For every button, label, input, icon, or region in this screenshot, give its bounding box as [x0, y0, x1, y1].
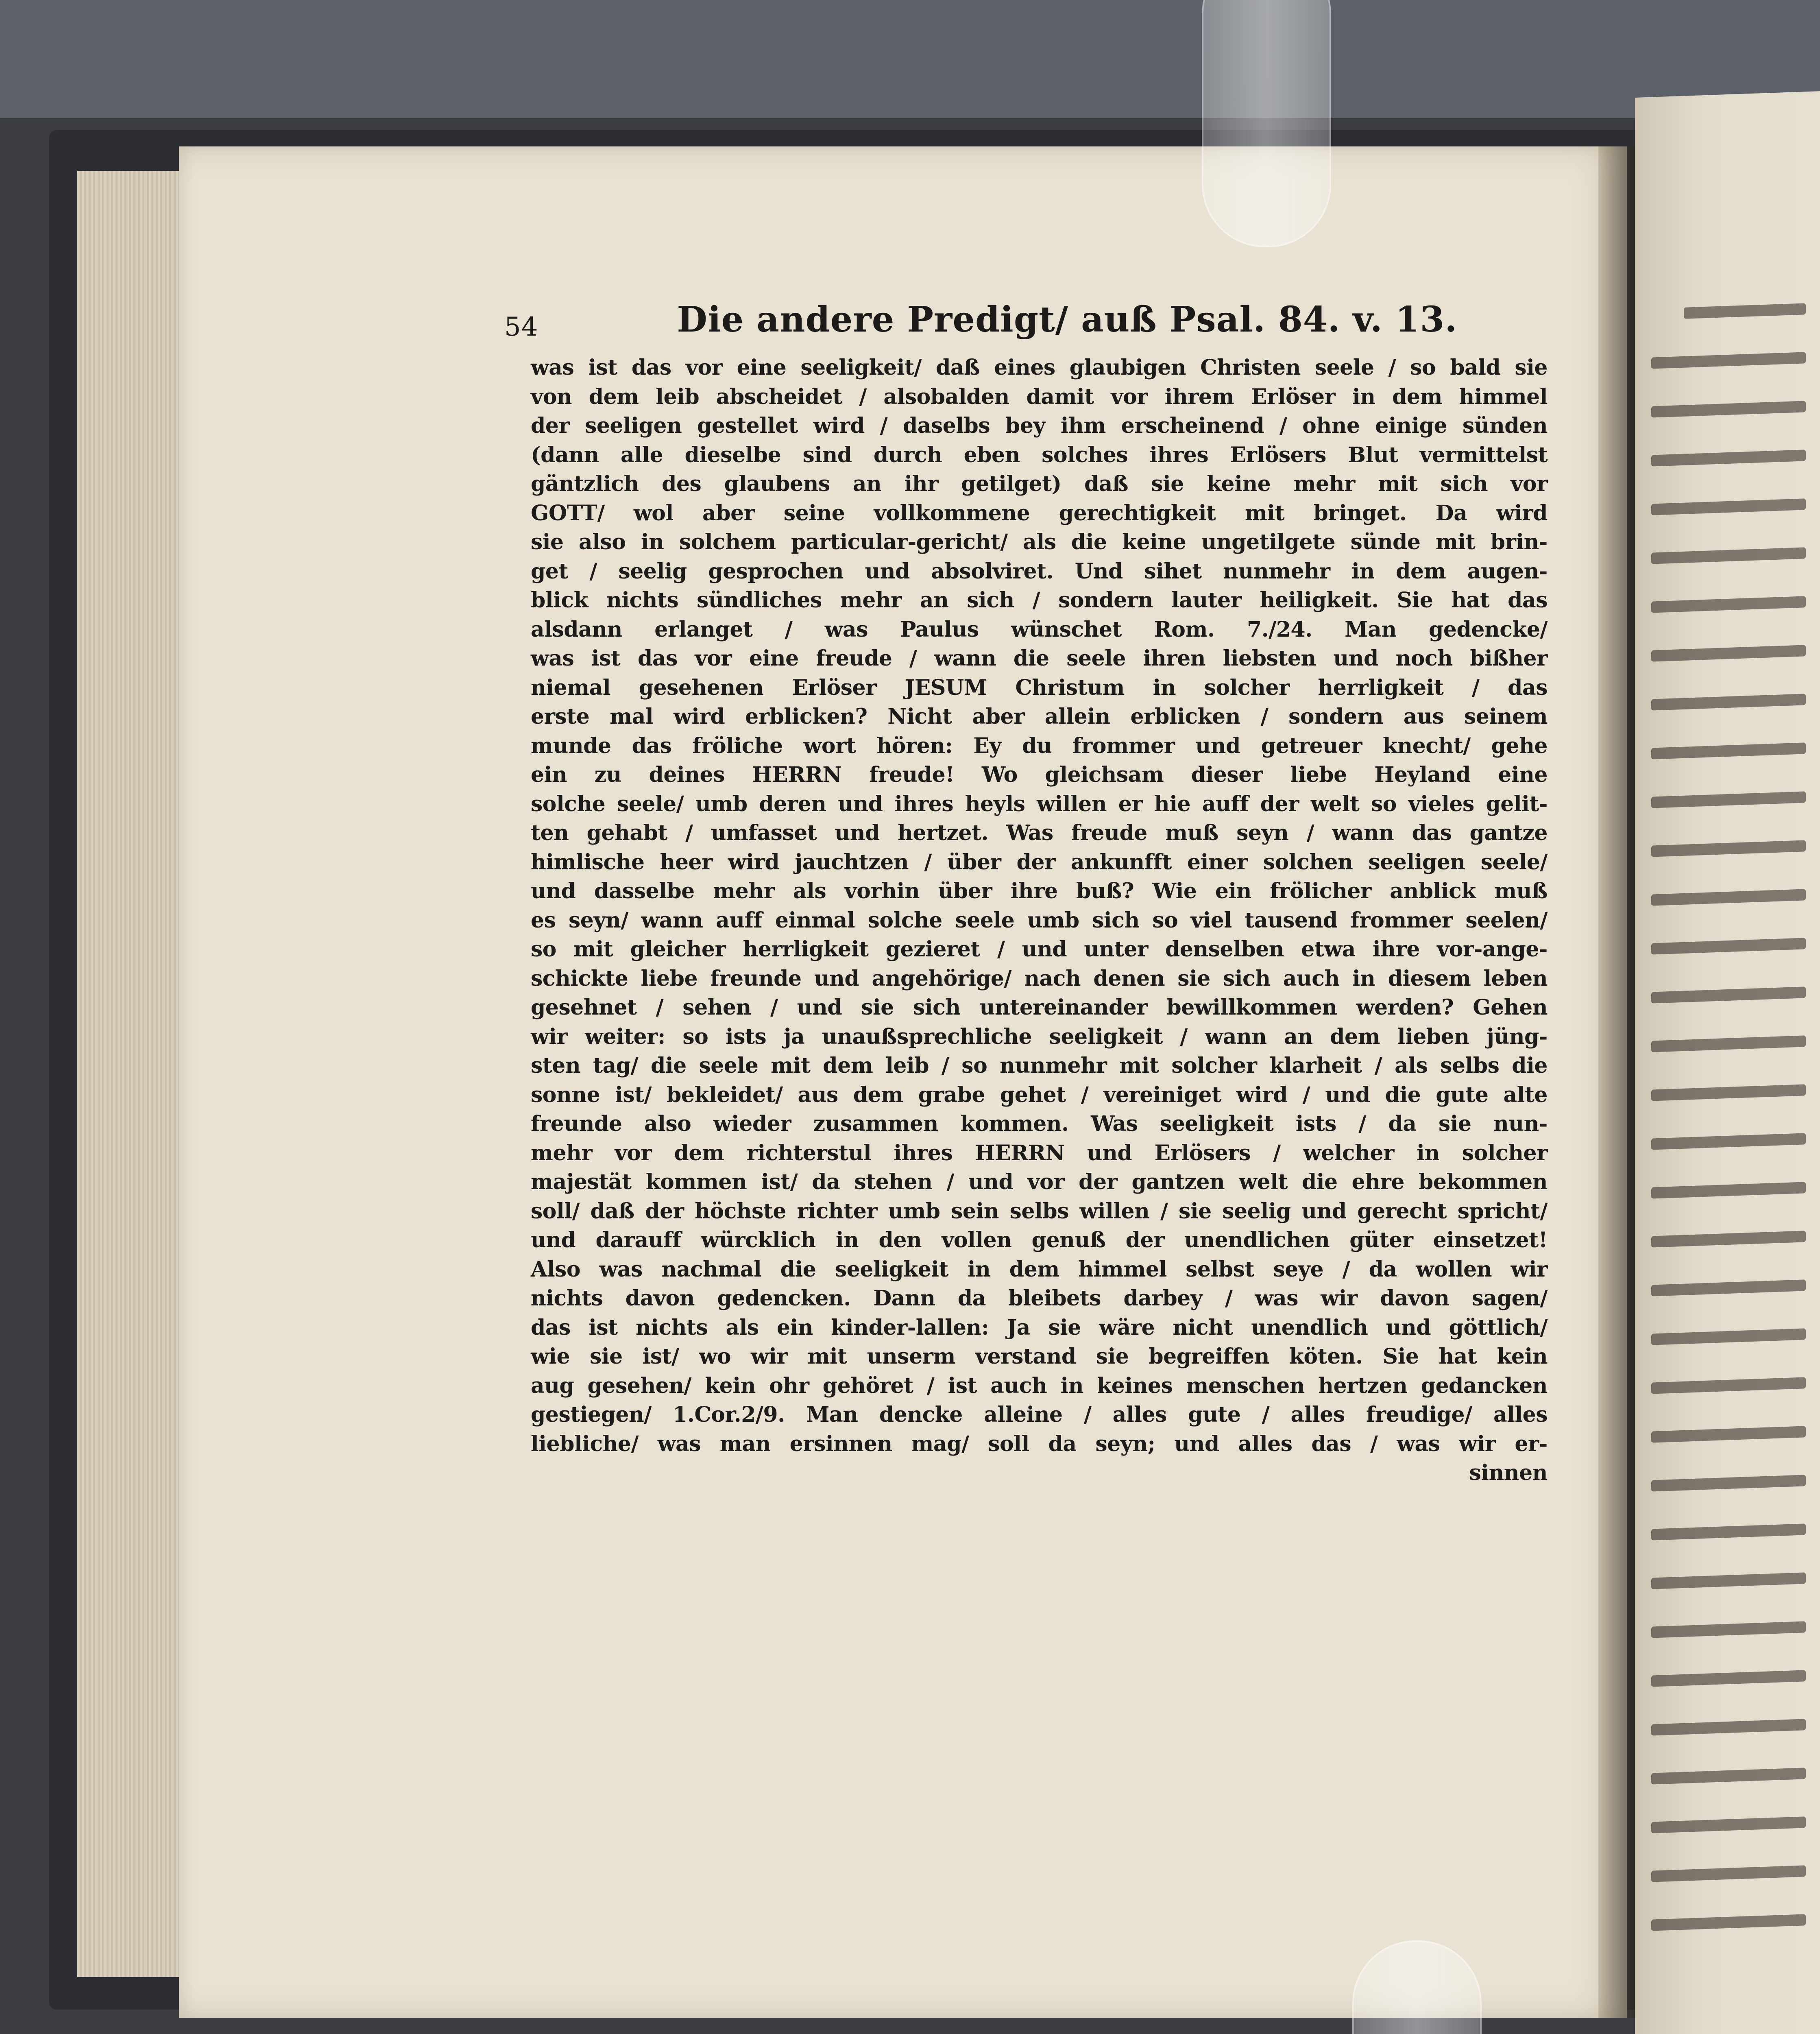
text-line: soll/ daß der höchste richter umb sein selbs willen / sie seelig und gerecht spricht/ [531, 1198, 1548, 1224]
text-line: sonne ist/ bekleidet/ aus dem grabe gehet / vereiniget wird / und die gute alte [531, 1082, 1548, 1107]
text-line: wie sie ist/ wo wir mit unserm verstand sie begreiffen köten. Sie hat kein [531, 1344, 1548, 1369]
text-line: was ist das vor eine freude / wann die seele ihren liebsten und noch bißher [531, 646, 1548, 671]
text-line: von dem leib abscheidet / alsobalden damit vor ihrem Erlöser in dem himmel [531, 384, 1548, 409]
text-line: himlische heer wird jauchtzen / über der ankunfft einer solchen seeligen seele/ [531, 849, 1548, 875]
body-text [531, 353, 1548, 1488]
text-line: mehr vor dem richterstul ihres HERRN und Erlösers / welcher in solcher [531, 1140, 1548, 1165]
text-line: und dasselbe mehr als vorhin über ihre buß? Wie ein frölicher anblick muß [531, 879, 1548, 904]
text-line: und darauff würcklich in den vollen genuß der unendlichen güter einsetzet! [531, 1228, 1548, 1253]
text-line: sinnen [1469, 1460, 1548, 1485]
text-line: freunde also wieder zusammen kommen. Was seeligkeit ists / da sie nun- [531, 1111, 1548, 1136]
text-line: erste mal wird erblicken? Nicht aber allein erblicken / sondern aus seinem [531, 704, 1548, 729]
text-line: gestiegen/ 1.Cor.2/9. Man dencke alleine / alles gute / alles freudige/ alles [531, 1402, 1548, 1427]
running-head [504, 299, 1458, 342]
text-line: alsdann erlanget / was Paulus wünschet Rom. 7./24. Man gedencke/ [531, 617, 1548, 642]
text-line: sie also in solchem particular-gericht/ als die keine ungetilgete sünde mit brin- [531, 530, 1548, 554]
facing-page [1635, 91, 1820, 2034]
text-line: gäntzlich des glaubens an ihr getilget) daß sie keine mehr mit sich vor [531, 471, 1548, 496]
text-line: get / seelig gesprochen und absolviret. Und sihet nunmehr in dem augen- [531, 559, 1548, 584]
text-line: das ist nichts als ein kinder-lallen: Ja sie wäre nicht unendlich und göttlich/ [531, 1315, 1548, 1340]
glass-clip-top [1202, 0, 1331, 247]
text-line: sten tag/ die seele mit dem leib / so nunmehr mit solcher klarheit / als selbs die [531, 1053, 1548, 1078]
text-line: ten gehabt / umfasset und hertzet. Was freude muß seyn / wann das gantze [531, 821, 1548, 845]
text-line: GOTT/ wol aber seine vollkommene gerechtigkeit mit bringet. Da wird [531, 500, 1548, 526]
text-line: der seeligen gestellet wird / daselbs bey ihm erscheinend / ohne einige sünden [531, 413, 1548, 438]
text-line: aug gesehen/ kein ohr gehöret / ist auch in keines menschen hertzen gedancken [531, 1373, 1548, 1398]
text-line: gesehnet / sehen / und sie sich untereinander bewillkommen werden? Gehen [531, 995, 1548, 1020]
text-line: wir weiter: so ists ja unaußsprechliche seeligkeit / wann an dem lieben jüng- [531, 1024, 1548, 1049]
text-line: niemal gesehenen Erlöser JESUM Christum in solcher herrligkeit / das [531, 675, 1548, 700]
text-line: solche seele/ umb deren und ihres heyls willen er hie auff der welt so vieles gelit- [531, 791, 1548, 816]
text-line: majestät kommen ist/ da stehen / und vor der gantzen welt die ehre bekommen [531, 1170, 1548, 1194]
text-line: blick nichts sündliches mehr an sich / sondern lauter heiligkeit. Sie hat das [531, 588, 1548, 613]
text-line: liebliche/ was man ersinnen mag/ soll da seyn; und alles das / was wir er- [531, 1431, 1548, 1456]
text-line: so mit gleicher herrligkeit gezieret / und unter denselben etwa ihre vor-ange- [531, 937, 1548, 962]
text-line: ein zu deines HERRN freude! Wo gleichsam dieser liebe Heyland eine [531, 762, 1548, 787]
text-line: munde das fröliche wort hören: Ey du frommer und getreuer knecht/ gehe [531, 733, 1548, 758]
running-head-title: Die andere Predigt/ auß Psal. 84. v. 13. [677, 299, 1458, 340]
text-line: schickte liebe freunde und angehörige/ nach denen sie sich auch in diesem leben [531, 966, 1548, 991]
page-number: 54 [504, 312, 538, 342]
text-line: es seyn/ wann auff einmal solche seele umb sich so viel tausend frommer seelen/ [531, 908, 1548, 933]
text-line: nichts davon gedencken. Dann da bleibets darbey / was wir davon sagen/ [531, 1286, 1548, 1311]
text-line: (dann alle dieselbe sind durch eben solches ihres Erlösers Blut vermittelst [531, 442, 1548, 467]
text-line: was ist das vor eine seeligkeit/ daß eines glaubigen Christen seele / so bald sie [531, 355, 1548, 380]
text-line: Also was nachmal die seeligkeit in dem himmel selbst seye / da wollen wir [531, 1257, 1548, 1282]
